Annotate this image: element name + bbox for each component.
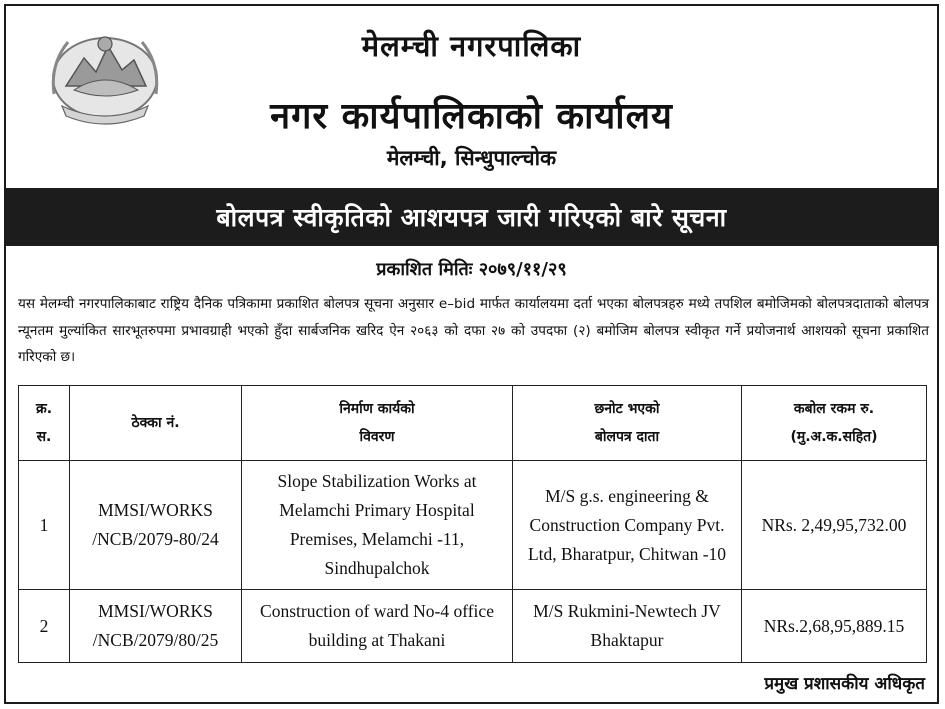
cell-bidder: M/S g.s. engineering & Construction Company Pvt. Ltd, Bharatpur, Chitwan -10 bbox=[513, 461, 742, 590]
office-name: नगर कार्यपालिकाको कार्यालय bbox=[270, 96, 673, 137]
table-row bbox=[19, 590, 927, 663]
header-serial-line1: क्र. bbox=[35, 401, 53, 417]
table-header-row bbox=[19, 386, 927, 461]
table-row bbox=[19, 461, 927, 590]
header-serial-line2: स. bbox=[36, 429, 52, 445]
header-bid-amount bbox=[742, 386, 927, 461]
publish-date: प्रकाशित मितिः २०७९/११/२९ bbox=[376, 259, 567, 280]
header-contract-line1: ठेक्का नं. bbox=[131, 415, 180, 431]
cell-contract-no: MMSI/WORKS /NCB/2079-80/24 bbox=[70, 461, 242, 590]
cell-contract-no: MMSI/WORKS /NCB/2079/80/25 bbox=[70, 590, 242, 663]
header-contract-no bbox=[70, 386, 242, 461]
header-bidder-line2: बोलपत्र दाता bbox=[594, 429, 660, 445]
header-bidder bbox=[513, 386, 742, 461]
notice-header bbox=[6, 6, 937, 188]
office-address: मेलम्ची, सिन्धुपाल्चोक bbox=[386, 146, 557, 170]
notice-title: बोलपत्र स्वीकृतिको आशयपत्र जारी गरिएको बारे सूचना bbox=[216, 203, 727, 232]
header-work-description bbox=[242, 386, 513, 461]
cell-bid-amount: NRs. 2,49,95,732.00 bbox=[742, 461, 927, 590]
cell-work-description: Construction of ward No-4 office building at Thakani bbox=[242, 590, 513, 663]
header-amount-line1: कबोल रकम रु. bbox=[793, 401, 875, 417]
cell-bidder: M/S Rukmini-Newtech JV Bhaktapur bbox=[513, 590, 742, 663]
cell-serial: 1 bbox=[19, 461, 70, 590]
cell-serial: 2 bbox=[19, 590, 70, 663]
header-amount-line2: (मु.अ.क.सहित) bbox=[790, 429, 878, 445]
bid-table bbox=[18, 385, 927, 663]
header-work-line2: विवरण bbox=[359, 429, 395, 445]
header-serial bbox=[19, 386, 70, 461]
municipality-name: मेलम्ची नगरपालिका bbox=[361, 29, 582, 63]
signatory-title: प्रमुख प्रशासकीय अधिकृत bbox=[764, 674, 925, 694]
notice-page bbox=[4, 4, 939, 704]
header-bidder-line1: छनोट भएको bbox=[594, 401, 660, 417]
cell-bid-amount: NRs.2,68,95,889.15 bbox=[742, 590, 927, 663]
header-work-line1: निर्माण कार्यको bbox=[339, 401, 415, 417]
notice-body-text: यस मेलम्ची नगरपालिकाबाट राष्ट्रिय दैनिक पत्रिकामा प्रकाशित बोलपत्र सूचना अनुसार e–bid मार्फत कार्यालयमा दर्ता भएका बोलपत्रहरु मध्ये तपशिल बमोजिमको बोलपत्रदाताको बोलपत्र न्यूनतम मुल्यांकित सारभूतरुपमा प्रभावग्राही भएको हुँदा सार्बजनिक खरिद ऐन २०६३ को दफा २७ को उपदफा (२) बमोजिम बोलपत्र स्वीकृत गर्ने प्रयोजनार्थ आशयको सूचना प्रकाशित गरिएको छ। bbox=[18, 296, 929, 365]
cell-work-description: Slope Stabilization Works at Melamchi Primary Hospital Premises, Melamchi -11, Sindhupalchok bbox=[242, 461, 513, 590]
notice-title-banner bbox=[6, 188, 937, 246]
